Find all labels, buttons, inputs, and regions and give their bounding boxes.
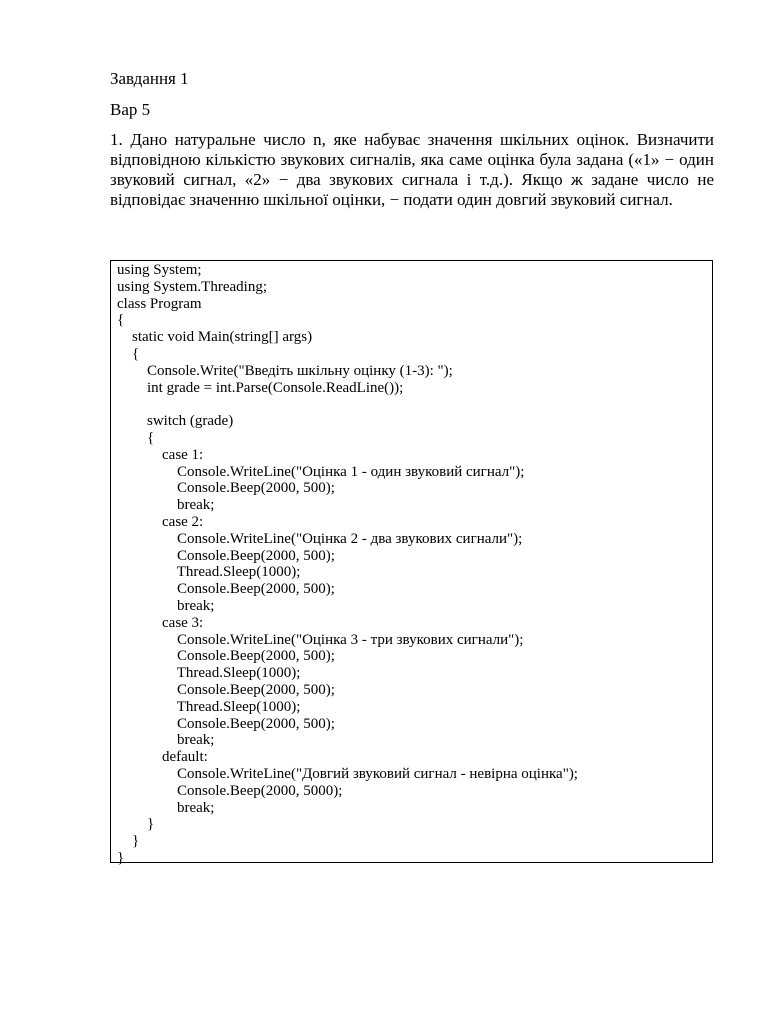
code-line: Thread.Sleep(1000);	[117, 698, 301, 715]
code-line: Console.Beep(2000, 500);	[117, 681, 335, 698]
code-line: case 1:	[117, 446, 204, 463]
code-line: break;	[117, 497, 215, 514]
code-line: Console.Beep(2000, 500);	[117, 581, 335, 598]
code-line: case 3:	[117, 614, 204, 631]
code-line: Thread.Sleep(1000);	[117, 564, 301, 581]
code-line	[117, 396, 706, 413]
document-page	[110, 68, 714, 227]
variant-label: Вар 5	[110, 100, 151, 119]
code-line: }	[117, 833, 140, 850]
code-line: Console.Write("Введіть шкільну оцінку (1-3): ");	[117, 362, 453, 379]
code-line: {	[117, 429, 155, 446]
task-description: 1. Дано натуральне число n, яке набуває значення шкільних оцінок. Визначити відповідною кількістю звукових сигналів, яка саме оцінка була задана («1» − один звуковий сигнал, «2» − два звукових сигнала і т.д.). Якщо ж задане число не відповідає значенню шкільної оцінки, − подати один довгий звуковий сигнал.	[110, 130, 714, 209]
code-line: Thread.Sleep(1000);	[117, 665, 301, 682]
code-line: break;	[117, 597, 215, 614]
code-line: class Program	[117, 295, 202, 312]
code-line: using System;	[117, 262, 202, 278]
code-line: int grade = int.Parse(Console.ReadLine());	[117, 379, 404, 396]
task-heading: Завдання 1	[110, 69, 189, 88]
code-line: break;	[117, 799, 215, 816]
code-line: Console.WriteLine("Оцінка 3 - три звукових сигнали");	[117, 631, 524, 648]
code-line: Console.WriteLine("Довгий звуковий сигнал - невірна оцінка");	[117, 765, 578, 782]
code-line: switch (grade)	[117, 413, 234, 430]
code-line: using System.Threading;	[117, 278, 267, 295]
code-line: Console.WriteLine("Оцінка 1 - один звуковий сигнал");	[117, 463, 525, 480]
code-line: case 2:	[117, 513, 204, 530]
code-line: }	[117, 849, 125, 866]
code-line: {	[117, 312, 125, 329]
code-line: default:	[117, 749, 208, 766]
code-line: Console.Beep(2000, 500);	[117, 715, 335, 732]
code-line: break;	[117, 732, 215, 749]
code-line: }	[117, 816, 155, 833]
code-line: Console.Beep(2000, 5000);	[117, 782, 343, 799]
code-line: static void Main(string[] args)	[117, 329, 313, 346]
code-listing	[110, 260, 713, 866]
code-line: {	[117, 345, 140, 362]
code-line: Console.Beep(2000, 500);	[117, 547, 335, 564]
code-line: Console.Beep(2000, 500);	[117, 480, 335, 497]
code-line: Console.WriteLine("Оцінка 2 - два звукових сигнали");	[117, 530, 523, 547]
code-line: Console.Beep(2000, 500);	[117, 648, 335, 665]
